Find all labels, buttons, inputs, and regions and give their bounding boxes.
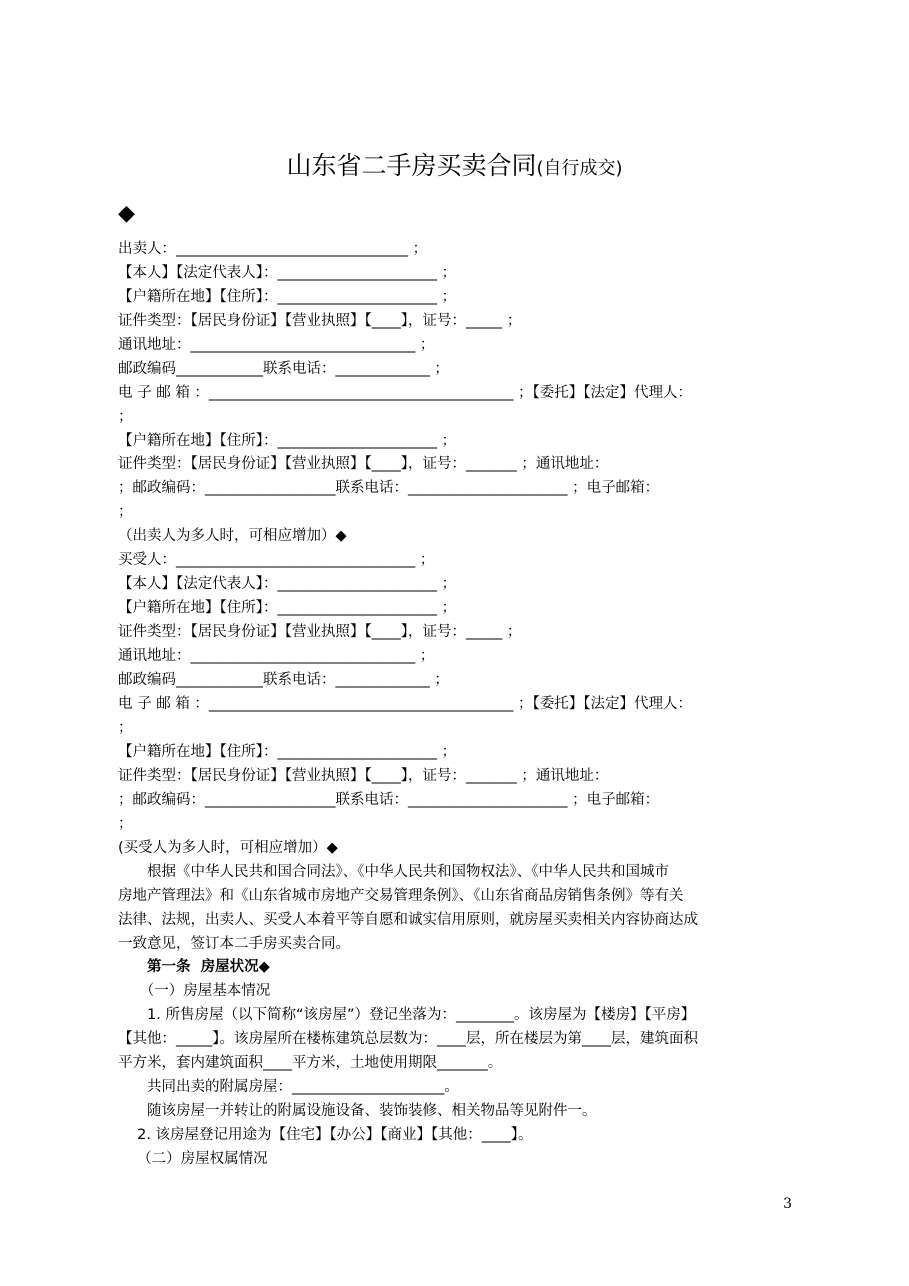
page-number: 3 — [783, 1196, 792, 1212]
text-line: (买受人为多人时，可相应增加）◆ — [118, 840, 338, 856]
title-main: 山东省二手房买卖合同 — [286, 151, 537, 180]
text-line: ；邮政编码：__________________联系电话：______________________ ；电子邮箱： — [118, 792, 660, 808]
text-line: 【户籍所在地】【住所】：______________________ ； — [118, 433, 457, 449]
text-line: ；邮政编码：__________________联系电话：______________________ ；电子邮箱： — [118, 480, 660, 496]
text-line: 共同出卖的附属房屋：_____________________。 — [118, 1079, 459, 1095]
text-line: 【户籍所在地】【住所】：______________________ ； — [118, 744, 457, 760]
text-line: 1. 所售房屋（以下简称“该房屋”）登记坐落为：________。该房屋为【楼房】【平房】 — [118, 1007, 696, 1023]
text-line: 买受人：_________________________________ ； — [118, 552, 435, 568]
text-line: ； — [118, 816, 133, 832]
text-line: 证件类型：【居民身份证】【营业执照】【____】，证号：_____ ； — [118, 313, 522, 329]
title-sub: (自行成交) — [536, 158, 623, 179]
text-line: 2. 该房屋登记用途为【住宅】【办公】【商业】【其他：____】。 — [118, 1127, 533, 1143]
text-line: 邮政编码____________联系电话：_____________ ； — [118, 672, 449, 688]
text-line: 证件类型：【居民身份证】【营业执照】【____】，证号：_____ ； — [118, 624, 522, 640]
text-line: 法律、法规，出卖人、买受人本着平等自愿和诚实信用原则，就房屋买卖相关内容协商达成 — [118, 912, 698, 928]
text-line: 【本人】【法定代表人】：______________________ ； — [118, 576, 457, 592]
text-line: 【户籍所在地】【住所】：______________________ ； — [118, 600, 457, 616]
text-line: 【其他：_____】。该房屋所在楼栋建筑总层数为：____层，所在楼层为第____层，建筑面积 — [118, 1031, 698, 1047]
text-line: 证件类型：【居民身份证】【营业执照】【____】，证号：_______ ；通讯地址： — [118, 456, 609, 472]
text-line: ； — [118, 409, 133, 425]
text-line: 第一条 房屋状况◆ — [118, 959, 270, 975]
text-line: 房地产管理法》和《山东省城市房地产交易管理条例》、《山东省商品房销售条例》等有关 — [118, 888, 684, 904]
document-title — [0, 148, 909, 187]
text-line: 电 子 邮 箱 ：__________________________________________ ；【委托】【法定】代理人： — [118, 696, 693, 712]
text-line: 通讯地址：_______________________________ ； — [118, 337, 435, 353]
text-line: 【本人】【法定代表人】：______________________ ； — [118, 265, 457, 281]
text-line: ； — [118, 720, 133, 736]
text-line: 随该房屋一并转让的附属设施设备、装饰装修、相关物品等见附件一。 — [118, 1103, 597, 1119]
text-line: （出卖人为多人时，可相应增加）◆ — [118, 528, 347, 544]
text-line: 电 子 邮 箱 ：__________________________________________ ；【委托】【法定】代理人： — [118, 385, 693, 401]
text-line: 一致意见，签订本二手房买卖合同。 — [118, 936, 350, 952]
diamond-marker: ◆ — [118, 201, 135, 226]
text-line: ； — [118, 504, 133, 520]
text-line: 通讯地址：_______________________________ ； — [118, 648, 435, 664]
text-line: 平方米，套内建筑面积____平方米，土地使用期限_______。 — [118, 1055, 503, 1071]
text-line: 【户籍所在地】【住所】：______________________ ； — [118, 289, 457, 305]
text-line: 邮政编码____________联系电话：_____________ ； — [118, 361, 449, 377]
text-line: （二）房屋权属情况 — [118, 1151, 268, 1167]
text-line: （一）房屋基本情况 — [118, 983, 271, 999]
text-line: 根据《中华人民共和国合同法》、《中华人民共和国物权法》、《中华人民共和国城市 — [118, 864, 669, 880]
text-line: 证件类型：【居民身份证】【营业执照】【____】，证号：_______ ；通讯地址： — [118, 768, 609, 784]
text-line: 出卖人：________________________________ ； — [118, 241, 428, 257]
